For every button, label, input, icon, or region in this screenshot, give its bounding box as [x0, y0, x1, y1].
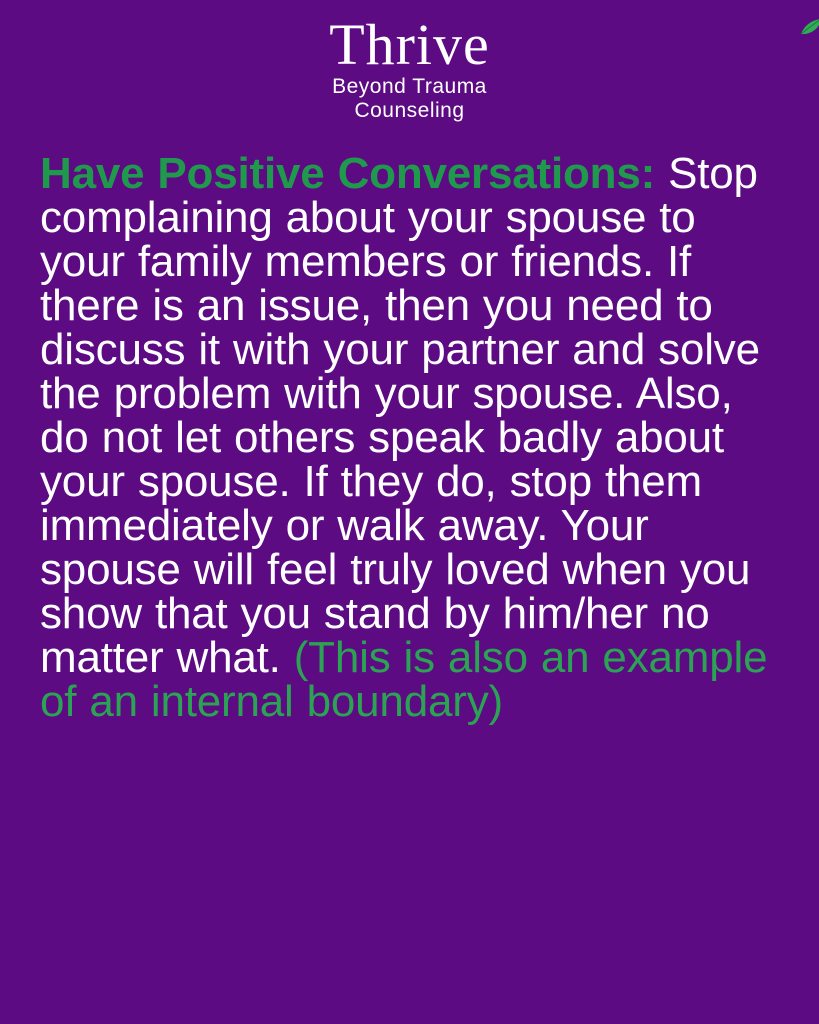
- logo-tagline-line1: Beyond Trauma: [332, 75, 487, 98]
- post-paragraph: [40, 149, 782, 726]
- logo-tagline-line2: Counseling: [354, 99, 465, 122]
- post-lead-in: Have Positive Conversations:: [40, 149, 656, 198]
- post-body: [40, 149, 782, 726]
- logo-wordmark: Thrive: [329, 12, 490, 77]
- post-note: (This is also an example of an internal boundary): [40, 633, 768, 726]
- leaf-icon: [799, 18, 819, 36]
- post-body-text: Stop complaining about your spouse to your family members or friends. If there is an issue, then you need to discuss it with your partner and solve the problem with your spouse. Also, do not let others speak badly about your spouse. If they do, stop them immediately or walk away. Your spouse will feel truly loved when you show that you stand by him/her no matter what.: [40, 149, 760, 682]
- brand-logo: [0, 12, 819, 122]
